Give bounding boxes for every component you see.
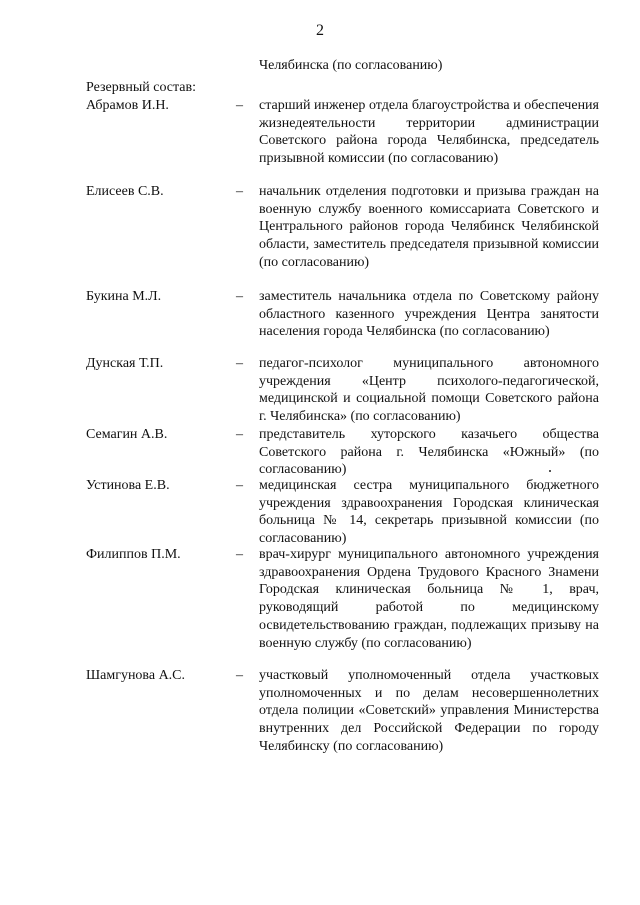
dash-separator: – — [236, 98, 243, 113]
dash-separator: – — [236, 289, 243, 304]
member-description: представитель хуторского казачьего общества Советского района г. Челябинска «Южный» (по согласованию) — [259, 427, 599, 478]
dash-separator: – — [236, 547, 243, 562]
dash-separator: – — [236, 184, 243, 199]
dash-separator: – — [236, 356, 243, 371]
member-description: заместитель начальника отдела по Советскому району областного казенного учреждения Центра занятости населения города Челябинска (по согласованию) — [259, 289, 599, 340]
member-name: Букина М.Л. — [86, 289, 162, 304]
member-description: медицинская сестра муниципального бюджетного учреждения здравоохранения Городская клиническая больница № 14, секретарь призывной комиссии (по согласованию) — [259, 478, 599, 547]
member-name: Абрамов И.Н. — [86, 98, 169, 113]
member-description: начальник отделения подготовки и призыва граждан на военную службу военного комиссариата Советского и Центрального районов города Челябинск Челябинской области, заместитель председателя призывной комиссии (по согласованию) — [259, 184, 599, 270]
member-description: врач-хирург муниципального автономного учреждения здравоохранения Ордена Трудового Красного Знамени Городская клиническая больница № 1, врач, руководящий работой по медицинскому освидетельствованию граждан, подлежащих призыву на военную службу (по согласованию) — [259, 547, 599, 651]
dash-separator: – — [236, 668, 243, 683]
member-name: Шамгунова А.С. — [86, 668, 186, 683]
member-name: Устинова Е.В. — [86, 478, 170, 493]
member-description: участковый уполномоченный отдела участковых уполномоченных и по делам несовершеннолетних отдела полиции «Советский» управления Министерства внутренних дел Российской Федерации по городу Челябинску (по согласованию) — [259, 668, 599, 754]
member-name: Филиппов П.М. — [86, 547, 181, 562]
continuation-text: Челябинска (по согласованию) — [259, 58, 443, 73]
member-description: педагог-психолог муниципального автономного учреждения «Центр психолого-педагогической, медицинской и социальной помощи Советского района г. Челябинска» (по согласованию) — [259, 356, 599, 425]
dash-separator: – — [236, 478, 243, 493]
member-description: старший инженер отдела благоустройства и обеспечения жизнедеятельности территории администрации Советского района города Челябинска, председатель призывной комиссии (по согласованию) — [259, 98, 599, 167]
member-name: Елисеев С.В. — [86, 184, 164, 199]
scan-speck — [549, 470, 551, 472]
dash-separator: – — [236, 427, 243, 442]
member-name: Дунская Т.П. — [86, 356, 164, 371]
page-number: 2 — [316, 22, 324, 39]
reserve-heading: Резервный состав: — [86, 80, 197, 95]
member-name: Семагин А.В. — [86, 427, 168, 442]
